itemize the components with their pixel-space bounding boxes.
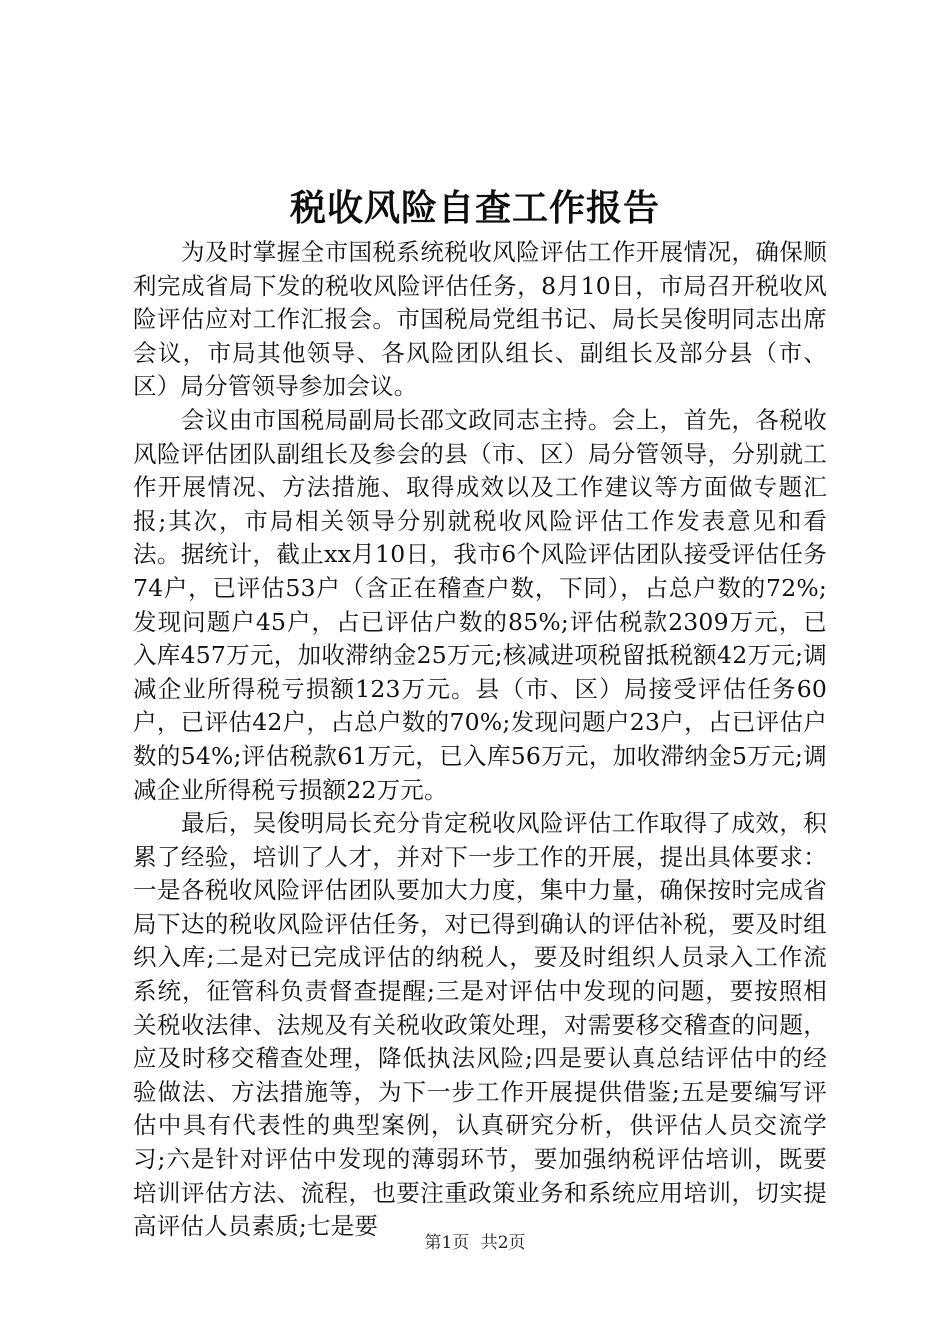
page-number-total: 共2页	[480, 1233, 526, 1253]
page-number-current: 第1页	[424, 1233, 470, 1253]
document-body	[133, 236, 827, 1244]
page-footer	[0, 1231, 950, 1255]
paragraph-meeting: 会议由市国税局副局长邵文政同志主持。会上，首先，各税收风险评估团队副组长及参会的县（市、区）局分管领导，分别就工作开展情况、方法措施、取得成效以及工作建议等方面做专题汇报;其次，市局相关领导分别就税收风险评估工作发表意见和看法。据统计，截止xx月10日，我市6个风险评估团队接受评估任务74户，已评估53户（含正在稽查户数，下同），占总户数的72%;发现问题户45户，占已评估户数的85%;评估税款2309万元，已入库457万元，加收滞纳金25万元;核减进项税留抵税额42万元;调减企业所得税亏损额123万元。县（市、区）局接受评估任务60户，已评估42户，占总户数的70%;发现问题户23户，占已评估户数的54%;评估税款61万元，已入库56万元，加收滞纳金5万元;调减企业所得税亏损额22万元。	[133, 405, 827, 804]
document-title: 税收风险自查工作报告	[289, 187, 660, 229]
paragraph-conclusion: 最后，吴俊明局长充分肯定税收风险评估工作取得了成效，积累了经验，培训了人才，并对下一步工作的开展，提出具体要求：一是各税收风险评估团队要加大力度，集中力量，确保按时完成省局下达的税收风险评估任务，对已得到确认的评估补税，要及时组织入库;二是对已完成评估的纳税人，要及时组织人员录入工作流系统，征管科负责督查提醒;三是对评估中发现的问题，要按照相关税收法律、法规及有关税收政策处理，对需要移交稽查的问题，应及时移交稽查处理，降低执法风险;四是要认真总结评估中的经验做法、方法措施等，为下一步工作开展提供借鉴;五是要编写评估中具有代表性的典型案例，认真研究分析，供评估人员交流学习;六是针对评估中发现的薄弱环节，要加强纳税评估培训，既要培训评估方法、流程，也要注重政策业务和系统应用培训，切实提高评估人员素质;七是要	[133, 809, 827, 1241]
paragraph-intro: 为及时掌握全市国税系统税收风险评估工作开展情况，确保顺利完成省局下发的税收风险评估任务，8月10日，市局召开税收风险评估应对工作汇报会。市国税局党组书记、局长吴俊明同志出席会议，市局其他领导、各风险团队组长、副组长及部分县（市、区）局分管领导参加会议。	[133, 238, 827, 401]
